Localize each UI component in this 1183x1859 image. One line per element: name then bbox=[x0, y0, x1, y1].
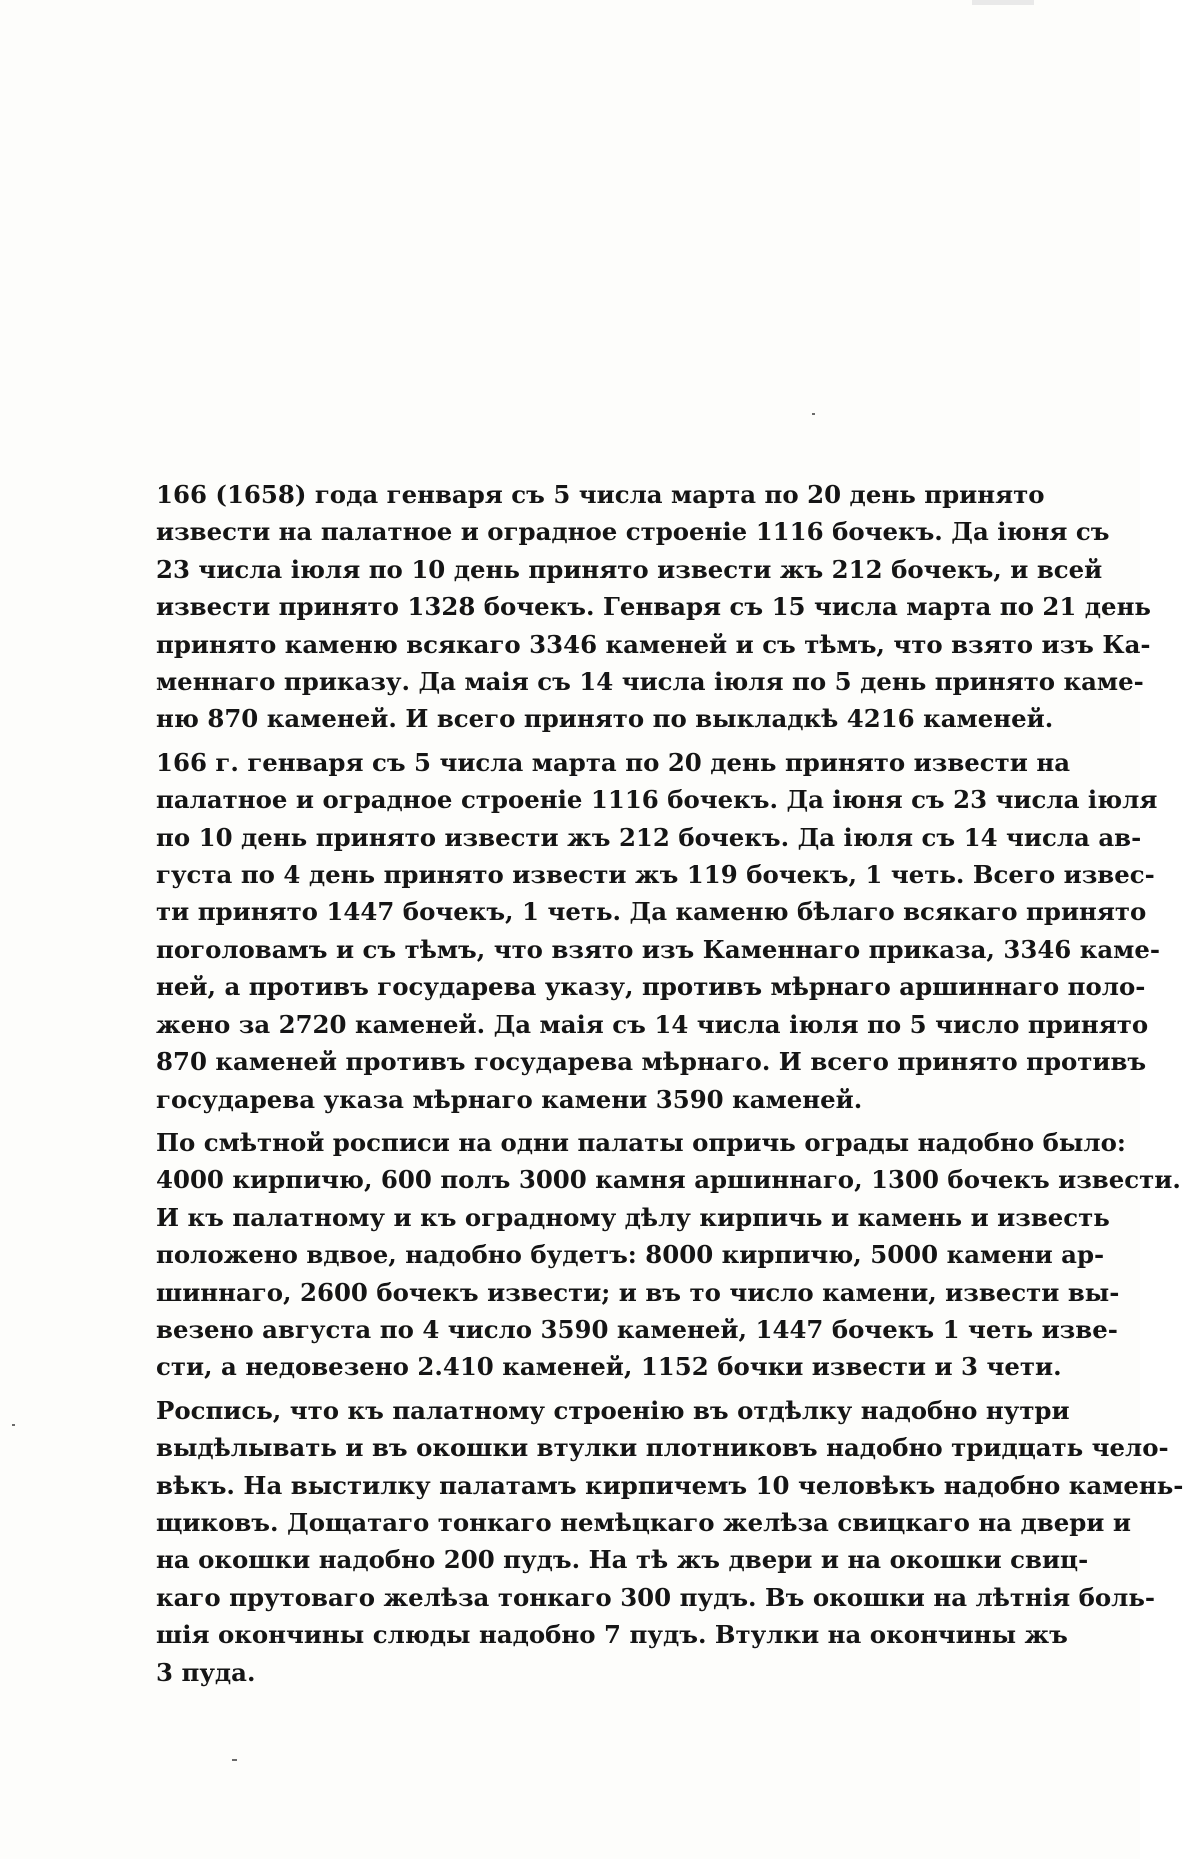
text-line: ти принято 1447 бочекъ, 1 четь. Да каменю бѣлаго всякаго принято bbox=[156, 897, 1147, 927]
text-line: шія окончины слюды надобно 7 пудъ. Втулки на окончины жъ bbox=[156, 1620, 1068, 1650]
scan-speck bbox=[232, 1759, 237, 1761]
scan-edge-mark bbox=[972, 0, 1034, 5]
text-line: поголовамъ и съ тѣмъ, что взято изъ Каменнаго приказа, 3346 каме- bbox=[156, 934, 1161, 964]
text-line: щиковъ. Дощатаго тонкаго немѣцкаго желѣза свицкаго на двери и bbox=[156, 1507, 1131, 1537]
paragraph-3 bbox=[90, 1124, 1181, 1386]
text-line: Роспись, что къ палатному строенію въ отдѣлку надобно нутри bbox=[156, 1395, 1070, 1425]
text-line: 870 каменей противъ государева мѣрнаго. И всего принято противъ bbox=[156, 1047, 1147, 1077]
text-line: 4000 кирпичю, 600 полъ 3000 камня аршиннаго, 1300 бочекъ извести. bbox=[156, 1165, 1181, 1195]
document-body bbox=[90, 476, 1183, 1697]
text-line: 23 числа іюля по 10 день принято извести жъ 212 бочекъ, и всей bbox=[156, 554, 1103, 584]
text-line: каго прутоваго желѣза тонкаго 300 пудъ. Въ окошки на лѣтнія боль- bbox=[156, 1582, 1156, 1612]
text-line: принято каменю всякаго 3346 каменей и съ тѣмъ, что взято изъ Ка- bbox=[156, 629, 1151, 659]
text-line: извести принято 1328 бочекъ. Генваря съ 15 числа марта по 21 день bbox=[156, 592, 1151, 622]
text-line: извести на палатное и оградное строеніе 1116 бочекъ. Да іюня съ bbox=[156, 517, 1110, 547]
text-line: палатное и оградное строеніе 1116 бочекъ. Да іюня съ 23 числа іюля bbox=[156, 785, 1158, 815]
text-line: По смѣтной росписи на одни палаты опричь ограды надобно было: bbox=[156, 1127, 1126, 1157]
text-line: положено вдвое, надобно будетъ: 8000 кирпичю, 5000 камени ар- bbox=[156, 1240, 1105, 1270]
text-line: И къ палатному и къ оградному дѣлу кирпичь и камень и известь bbox=[156, 1202, 1110, 1232]
text-line: ней, а противъ государева указу, противъ мѣрнаго аршиннаго поло- bbox=[156, 972, 1146, 1002]
scan-speck bbox=[12, 1424, 15, 1426]
text-line: жено за 2720 каменей. Да маія съ 14 числа іюля по 5 число принято bbox=[156, 1009, 1149, 1039]
text-line: шиннаго, 2600 бочекъ извести; и въ то число камени, извести вы- bbox=[156, 1277, 1120, 1307]
paragraph-1 bbox=[90, 476, 1151, 738]
text-line: по 10 день принято извести жъ 212 бочекъ. Да іюля съ 14 числа ав- bbox=[156, 822, 1142, 852]
text-line: 3 пуда. bbox=[156, 1657, 256, 1687]
text-line: выдѣлывать и въ окошки втулки плотниковъ надобно тридцать чело- bbox=[156, 1433, 1169, 1463]
text-line: сти, а недовезено 2.410 каменей, 1152 бочки извести и 3 чети. bbox=[156, 1352, 1062, 1382]
paragraph-4 bbox=[90, 1392, 1183, 1691]
text-line: везено августа по 4 число 3590 каменей, 1447 бочекъ 1 четь изве- bbox=[156, 1314, 1118, 1344]
paragraph-2 bbox=[90, 744, 1161, 1118]
text-line: вѣкъ. На выстилку палатамъ кирпичемъ 10 человѣкъ надобно камень- bbox=[156, 1470, 1183, 1500]
text-line: 166 г. генваря съ 5 числа марта по 20 день принято извести на bbox=[156, 747, 1071, 777]
text-line: ню 870 каменей. И всего принято по выкладкѣ 4216 каменей. bbox=[156, 704, 1054, 734]
text-line: 166 (1658) года генваря съ 5 числа марта по 20 день принято bbox=[156, 480, 1045, 509]
text-line: меннаго приказу. Да маія съ 14 числа іюля по 5 день принято каме- bbox=[156, 667, 1144, 697]
text-line: густа по 4 день принято извести жъ 119 бочекъ, 1 четь. Всего извес- bbox=[156, 860, 1155, 890]
text-line: государева указа мѣрнаго камени 3590 каменей. bbox=[156, 1084, 863, 1114]
text-line: на окошки надобно 200 пудъ. На тѣ жъ двери и на окошки свиц- bbox=[156, 1545, 1089, 1575]
scan-speck bbox=[812, 413, 815, 415]
